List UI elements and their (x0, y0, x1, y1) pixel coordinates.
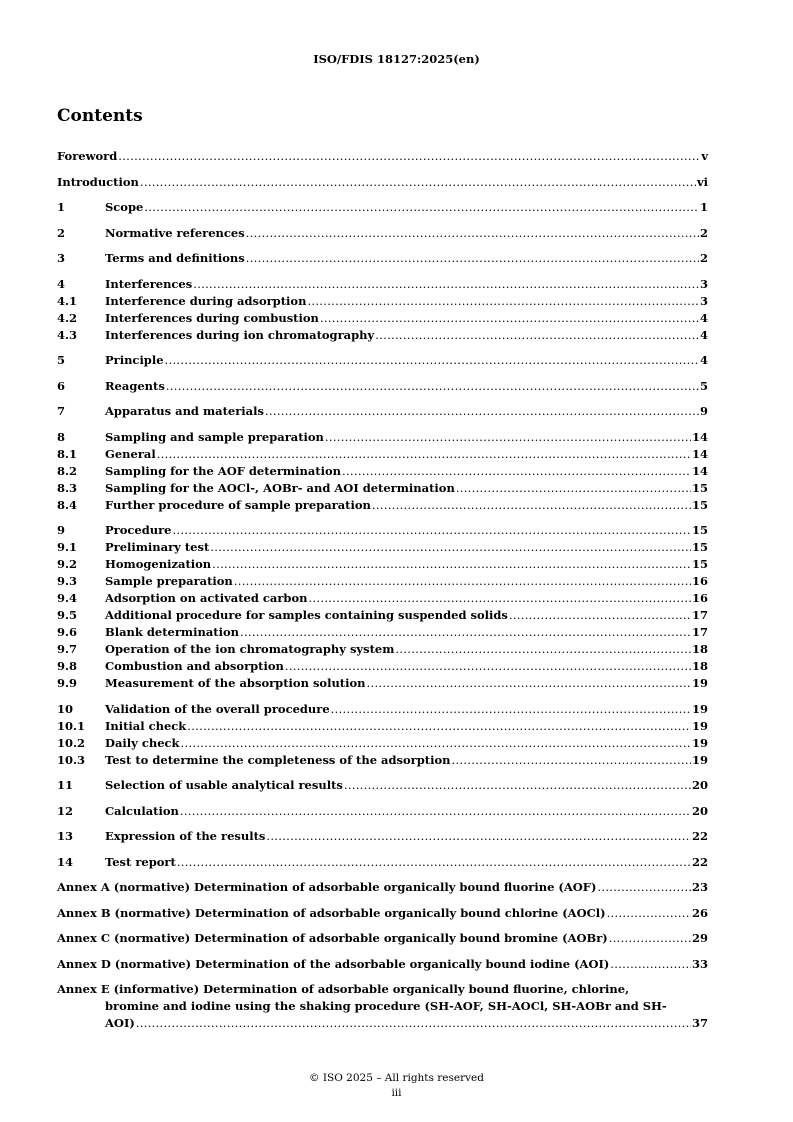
dot-leader (140, 174, 696, 191)
toc-entry[interactable] (57, 378, 708, 395)
toc-entry-title[interactable]: Apparatus and materials (105, 404, 264, 418)
toc-entry-title[interactable]: Principle (105, 353, 164, 367)
toc-entry-title[interactable]: Combustion and absorption (105, 659, 284, 673)
toc-entry-page: 17 (691, 625, 708, 639)
toc-entry-number: 11 (57, 778, 74, 792)
toc-entry[interactable] (57, 718, 708, 735)
dot-leader (607, 905, 691, 922)
toc-entry-page: 15 (691, 497, 708, 512)
dot-leader (165, 352, 699, 369)
toc-annex-page: 29 (691, 931, 708, 945)
toc-entry-number: 9.5 (57, 608, 78, 622)
toc-annex-title[interactable]: Annex E (informative) Determination of adsorbable organically bound fluorine, chlorine, (57, 982, 630, 996)
dot-leader (180, 803, 691, 820)
toc-entry-page: 16 (691, 591, 708, 605)
toc-entry-page: 1 (699, 200, 708, 214)
toc-entry[interactable] (57, 777, 708, 794)
toc-entry[interactable] (57, 735, 708, 752)
dot-leader (597, 879, 691, 896)
toc-annex-title[interactable]: Annex B (normative) Determination of adsorbable organically bound chlorine (AOCl) (57, 905, 606, 920)
toc-entry-page: 18 (691, 659, 708, 673)
dot-leader (166, 378, 699, 395)
dot-leader (181, 735, 691, 752)
toc-entry-number: 13 (57, 829, 74, 843)
dot-leader (265, 403, 699, 420)
toc-entry[interactable] (57, 539, 708, 556)
dot-leader (610, 956, 691, 973)
toc-entry-title[interactable]: Initial check (105, 718, 187, 733)
toc-entry-number: 4.2 (57, 310, 78, 325)
toc-entry-page: 15 (691, 540, 708, 554)
toc-entry[interactable] (57, 174, 708, 191)
toc-annex-entry[interactable] (57, 930, 708, 947)
toc-entry-number: 7 (57, 404, 66, 418)
toc-entry-title[interactable]: Interferences during combustion (105, 310, 319, 325)
document-id-header: ISO/FDIS 18127:2025(en) (313, 52, 480, 66)
toc-entry-page: 15 (691, 480, 708, 495)
toc-annex-title[interactable]: Annex A (normative) Determination of adsorbable organically bound fluorine (AOF) (57, 880, 597, 894)
toc-entry[interactable] (57, 701, 708, 718)
toc-entry-title[interactable]: Sample preparation (105, 574, 233, 588)
toc-entry-number: 14 (57, 854, 74, 869)
toc-entry-page: 19 (691, 752, 708, 767)
toc-annex-title[interactable]: bromine and iodine using the shaking procedure (SH-AOF, SH-AOCl, SH-AOBr and SH- (105, 999, 667, 1013)
toc-entry-number: 9.2 (57, 557, 78, 571)
toc-annex-title[interactable]: Annex C (normative) Determination of adsorbable organically bound bromine (AOBr) (57, 931, 608, 945)
toc-entry-number: 8.3 (57, 480, 78, 495)
toc-annex-line (57, 930, 708, 947)
dot-leader (266, 828, 691, 845)
toc-entry-title[interactable]: Terms and definitions (105, 251, 245, 265)
dot-leader (331, 701, 691, 718)
toc-annex-entry[interactable] (57, 956, 708, 973)
toc-entry-number: 12 (57, 803, 74, 818)
toc-entry-page: 15 (691, 523, 708, 537)
toc-entry-page: 9 (699, 404, 708, 418)
toc-entry-title[interactable]: Foreword (57, 149, 118, 163)
toc-entry[interactable] (57, 250, 708, 267)
dot-leader (240, 624, 691, 641)
toc-entry-title[interactable]: Procedure (105, 523, 172, 537)
toc-annex-entry[interactable] (57, 981, 708, 1032)
dot-leader (320, 310, 699, 327)
dot-leader (451, 752, 691, 769)
toc-entry-title[interactable]: Normative references (105, 225, 245, 240)
toc-entry-page: 14 (691, 429, 708, 444)
toc-entry-title[interactable]: Calculation (105, 803, 179, 818)
toc-entry-title[interactable]: Interferences during ion chromatography (105, 327, 375, 342)
dot-leader (609, 930, 691, 947)
toc-entry-title[interactable]: Measurement of the absorption solution (105, 676, 366, 690)
dot-leader (342, 463, 691, 480)
toc-entry-number: 10.2 (57, 735, 86, 750)
toc-entry-page: 4 (699, 327, 708, 342)
dot-leader (177, 854, 691, 871)
toc-entry-number: 9.1 (57, 540, 78, 554)
toc-entry[interactable] (57, 590, 708, 607)
toc-entry-number: 4.1 (57, 293, 78, 308)
toc-entry-title[interactable]: Daily check (105, 735, 180, 750)
toc-entry-page: 19 (691, 701, 708, 716)
toc-entry-title[interactable]: Selection of usable analytical results (105, 778, 343, 792)
dot-leader (344, 777, 691, 794)
toc-entry-number: 6 (57, 378, 66, 393)
toc-entry-number: 9.3 (57, 574, 78, 588)
toc-entry-title[interactable]: Introduction (57, 174, 139, 189)
toc-entry[interactable] (57, 225, 708, 242)
contents-title: Contents (57, 106, 143, 126)
toc-entry-number: 10 (57, 701, 74, 716)
toc-entry-title[interactable]: Adsorption on activated carbon (105, 591, 308, 605)
toc-entry-page: 17 (691, 608, 708, 622)
toc-entry-page: 5 (699, 378, 708, 393)
dot-leader (509, 607, 691, 624)
toc-entry-number: 2 (57, 225, 66, 240)
dot-leader (210, 539, 691, 556)
toc-annex-page: 37 (691, 1016, 708, 1030)
copyright-notice: © ISO 2025 – All rights reserved (309, 1072, 484, 1084)
dot-leader (157, 446, 691, 463)
toc-entry-page: 18 (691, 642, 708, 656)
toc-entry-page: 22 (691, 829, 708, 843)
toc-entry-number: 8.1 (57, 446, 78, 461)
toc-entry-page: 3 (699, 276, 708, 291)
toc-entry-number: 10.1 (57, 718, 86, 733)
toc-entry-page: v (701, 149, 708, 163)
toc-entry-title[interactable]: Further procedure of sample preparation (105, 497, 371, 512)
toc-entry[interactable] (57, 199, 708, 216)
toc-entry-title[interactable]: Blank determination (105, 625, 239, 639)
toc-entry-title[interactable]: Test report (105, 854, 176, 869)
toc-entry-page: 20 (691, 778, 708, 792)
toc-entry-number: 9.8 (57, 659, 78, 673)
dot-leader (118, 148, 700, 165)
dot-leader (234, 573, 691, 590)
page-footer (0, 1071, 793, 1101)
toc-entry[interactable] (57, 658, 708, 675)
toc-entry[interactable] (57, 828, 708, 845)
toc-entry-page: 14 (691, 463, 708, 478)
toc-entry-page: 14 (691, 446, 708, 461)
toc-annex-line (57, 905, 708, 922)
toc-entry-page: 4 (699, 310, 708, 325)
dot-leader (456, 480, 691, 497)
dot-leader (187, 718, 691, 735)
toc-entry-title[interactable]: Homogenization (105, 557, 212, 571)
toc-entry-number: 9.7 (57, 642, 78, 656)
toc-entry-number: 8 (57, 429, 66, 444)
toc-entry-title[interactable]: Expression of the results (105, 829, 266, 843)
toc-entry-title[interactable]: Interferences (105, 276, 193, 291)
toc-entry-page: vi (696, 174, 708, 189)
dot-leader (246, 250, 699, 267)
dot-leader (172, 522, 691, 539)
toc-entry[interactable] (57, 803, 708, 820)
toc-entry-page: 2 (699, 251, 708, 265)
toc-entry-title[interactable]: Operation of the ion chromatography system (105, 642, 395, 656)
toc-entry-title[interactable]: Sampling and sample preparation (105, 429, 324, 444)
toc-entry-number: 9.4 (57, 591, 78, 605)
dot-leader (285, 658, 691, 675)
toc-entry-number: 8.2 (57, 463, 78, 478)
dot-leader (136, 1015, 691, 1032)
toc-entry-title[interactable]: Additional procedure for samples containing suspended solids (105, 608, 508, 622)
toc-entry[interactable] (57, 522, 708, 539)
toc-annex-page: 23 (691, 880, 708, 894)
toc-entry-title[interactable]: Scope (105, 200, 144, 214)
toc-entry-page: 19 (691, 676, 708, 690)
toc-entry[interactable] (57, 854, 708, 871)
toc-entry-number: 9 (57, 523, 66, 537)
dot-leader (375, 327, 699, 344)
toc-entry-title[interactable]: Validation of the overall procedure (105, 701, 330, 716)
toc-entry[interactable] (57, 497, 708, 514)
toc-entry-number: 1 (57, 200, 66, 214)
toc-entry[interactable] (57, 573, 708, 590)
dot-leader (307, 293, 699, 310)
toc-entry[interactable] (57, 480, 708, 497)
toc-entry-page: 19 (691, 718, 708, 733)
toc-annex-page: 26 (691, 905, 708, 920)
dot-leader (212, 556, 691, 573)
toc-entry[interactable] (57, 310, 708, 327)
toc-entry-page: 20 (691, 803, 708, 818)
toc-entry[interactable] (57, 624, 708, 641)
toc-entry-number: 9.9 (57, 676, 78, 690)
toc-annex-line (57, 879, 708, 896)
toc-entry[interactable] (57, 446, 708, 463)
page-number: iii (391, 1087, 402, 1099)
toc-entry-page: 3 (699, 293, 708, 308)
toc-entry[interactable] (57, 327, 708, 344)
toc-entry[interactable] (57, 352, 708, 369)
toc-entry[interactable] (57, 556, 708, 573)
toc-annex-line (57, 956, 708, 973)
toc-entry[interactable] (57, 607, 708, 624)
toc-entry-page: 22 (691, 854, 708, 869)
dot-leader (395, 641, 691, 658)
toc-entry-page: 19 (691, 735, 708, 750)
toc-entry[interactable] (57, 675, 708, 692)
toc-annex-line (57, 998, 708, 1015)
toc-entry-number: 4.3 (57, 327, 78, 342)
dot-leader (246, 225, 699, 242)
toc-entry-number: 8.4 (57, 497, 78, 512)
toc-entry-title[interactable]: Sampling for the AOCl-, AOBr- and AOI determination (105, 480, 455, 495)
dot-leader (325, 429, 691, 446)
dot-leader (309, 590, 691, 607)
toc-annex-line (57, 1015, 708, 1032)
toc-entry-number: 5 (57, 353, 66, 367)
toc-entry-number: 10.3 (57, 752, 86, 767)
toc-entry[interactable] (57, 641, 708, 658)
dot-leader (193, 276, 699, 293)
toc-entry-title[interactable]: Interference during adsorption (105, 293, 307, 308)
toc-entry-page: 2 (699, 225, 708, 240)
toc-annex-entry[interactable] (57, 905, 708, 922)
toc-entry[interactable] (57, 293, 708, 310)
toc-entry-title[interactable]: Test to determine the completeness of the adsorption (105, 752, 451, 767)
toc-annex-line (57, 981, 708, 998)
toc-entry-page: 4 (699, 353, 708, 367)
dot-leader (372, 497, 691, 514)
toc-entry-title[interactable]: Reagents (105, 378, 165, 393)
toc-entry[interactable] (57, 429, 708, 446)
dot-leader (144, 199, 699, 216)
toc-entry-number: 9.6 (57, 625, 78, 639)
toc-annex-title[interactable]: AOI) (105, 1016, 135, 1030)
toc-entry-page: 16 (691, 574, 708, 588)
toc-entry[interactable] (57, 752, 708, 769)
dot-leader (367, 675, 691, 692)
toc-entry-title[interactable]: Preliminary test (105, 540, 210, 554)
toc-annex-title[interactable]: Annex D (normative) Determination of the adsorbable organically bound iodine (AOI) (57, 956, 610, 971)
toc-entry-title[interactable]: Sampling for the AOF determination (105, 463, 341, 478)
toc-entry-page: 15 (691, 557, 708, 571)
toc-entry[interactable] (57, 463, 708, 480)
toc-entry-number: 3 (57, 251, 66, 265)
toc-entry[interactable] (57, 403, 708, 420)
toc-entry[interactable] (57, 148, 708, 165)
toc-annex-entry[interactable] (57, 879, 708, 896)
toc-entry[interactable] (57, 276, 708, 293)
toc-annex-page: 33 (691, 956, 708, 971)
toc-entry-number: 4 (57, 276, 66, 291)
toc-entry-title[interactable]: General (105, 446, 156, 461)
table-of-contents (57, 148, 708, 1032)
